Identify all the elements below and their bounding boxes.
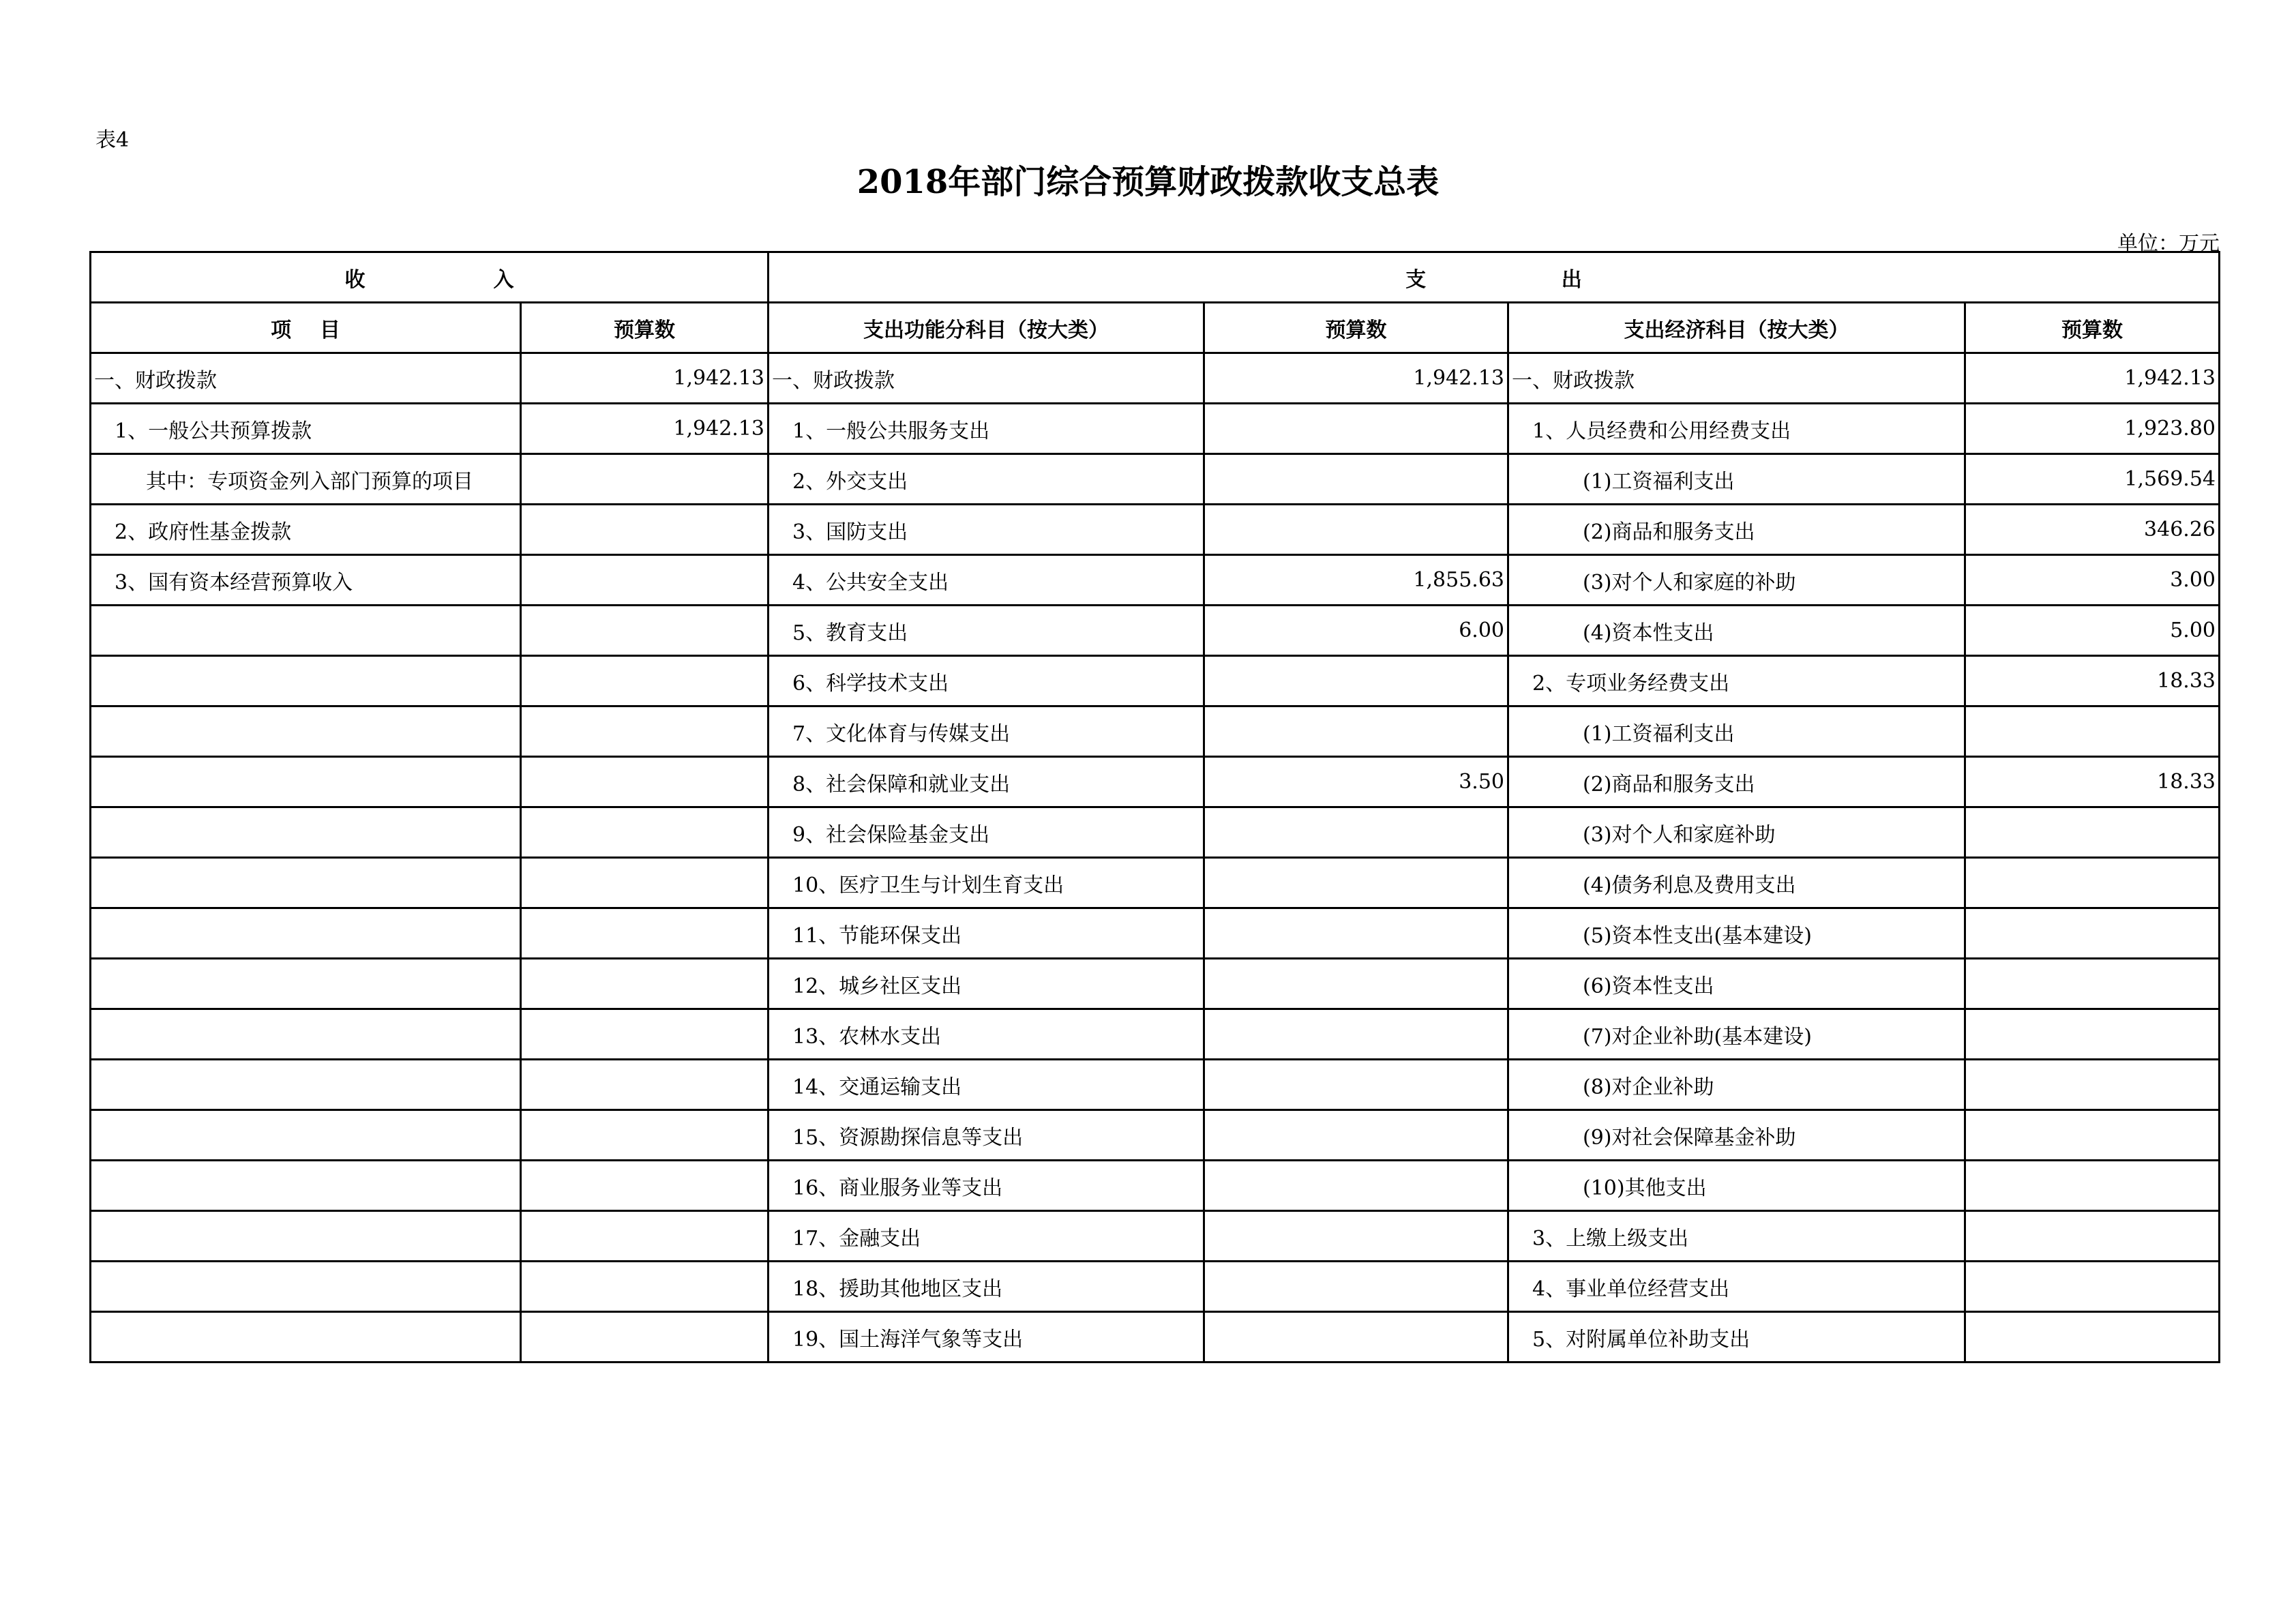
econ-amount-cell [1965, 959, 2220, 1009]
func-amount-cell [1204, 1312, 1508, 1363]
econ-amount-cell [1965, 1262, 2220, 1312]
income-item-cell [91, 858, 521, 908]
func-amount-cell: 1,942.13 [1204, 353, 1508, 404]
econ-amount-cell [1965, 1312, 2220, 1363]
income-item-cell [91, 1262, 521, 1312]
func-item-cell: 8、社会保障和就业支出 [769, 757, 1204, 807]
budget-table-body [91, 353, 2220, 1363]
expense-group-header: 支 出 [769, 252, 2220, 303]
income-item-cell [91, 908, 521, 959]
table-row [91, 1110, 2220, 1161]
econ-item-cell: (1)工资福利支出 [1508, 454, 1965, 505]
table-row [91, 706, 2220, 757]
income-item-cell: 2、政府性基金拨款 [91, 505, 521, 555]
econ-amount-cell: 346.26 [1965, 505, 2220, 555]
income-amount-cell [521, 1009, 769, 1060]
econ-amount-cell: 1,942.13 [1965, 353, 2220, 404]
income-amount-cell: 1,942.13 [521, 353, 769, 404]
func-item-cell: 6、科学技术支出 [769, 656, 1204, 706]
econ-item-cell: 3、上缴上级支出 [1508, 1211, 1965, 1262]
func-amount-cell [1204, 1161, 1508, 1211]
income-amount-cell [521, 505, 769, 555]
table-row [91, 404, 2220, 454]
table-row [91, 555, 2220, 606]
income-amount-cell [521, 1262, 769, 1312]
func-amount-cell [1204, 807, 1508, 858]
column-header-row [91, 303, 2220, 353]
income-item-cell [91, 1110, 521, 1161]
econ-item-cell: 1、人员经费和公用经费支出 [1508, 404, 1965, 454]
income-amount-cell [521, 555, 769, 606]
income-amount-cell [521, 1060, 769, 1110]
func-amount-cell [1204, 404, 1508, 454]
func-amount-cell [1204, 959, 1508, 1009]
func-amount-cell [1204, 1211, 1508, 1262]
func-item-cell: 10、医疗卫生与计划生育支出 [769, 858, 1204, 908]
econ-item-cell: 2、专项业务经费支出 [1508, 656, 1965, 706]
income-item-cell [91, 606, 521, 656]
econ-item-cell: (6)资本性支出 [1508, 959, 1965, 1009]
income-item-cell [91, 706, 521, 757]
func-item-cell: 7、文化体育与传媒支出 [769, 706, 1204, 757]
income-item-cell [91, 959, 521, 1009]
econ-amount-cell: 5.00 [1965, 606, 2220, 656]
econ-amount-cell: 18.33 [1965, 656, 2220, 706]
income-amount-cell [521, 706, 769, 757]
func-amount-cell: 1,855.63 [1204, 555, 1508, 606]
income-item-cell: 3、国有资本经营预算收入 [91, 555, 521, 606]
econ-item-cell: (9)对社会保障基金补助 [1508, 1110, 1965, 1161]
econ-amount-cell [1965, 807, 2220, 858]
func-amount-cell [1204, 505, 1508, 555]
func-amount-cell: 6.00 [1204, 606, 1508, 656]
econ-item-cell: (3)对个人和家庭的补助 [1508, 555, 1965, 606]
func-item-cell: 1、一般公共服务支出 [769, 404, 1204, 454]
income-amount-cell [521, 757, 769, 807]
func-amount-cell [1204, 706, 1508, 757]
econ-item-cell: (10)其他支出 [1508, 1161, 1965, 1211]
func-item-cell: 16、商业服务业等支出 [769, 1161, 1204, 1211]
income-item-cell [91, 1211, 521, 1262]
income-item-cell: 其中：专项资金列入部门预算的项目 [91, 454, 521, 505]
func-item-cell: 18、援助其他地区支出 [769, 1262, 1204, 1312]
econ-amount-cell [1965, 858, 2220, 908]
income-item-cell: 1、一般公共预算拨款 [91, 404, 521, 454]
func-item-cell: 15、资源勘探信息等支出 [769, 1110, 1204, 1161]
column-header-func-amount: 预算数 [1204, 303, 1508, 353]
income-item-cell: 一、财政拨款 [91, 353, 521, 404]
table-row [91, 1009, 2220, 1060]
func-item-cell: 17、金融支出 [769, 1211, 1204, 1262]
income-item-cell [91, 1060, 521, 1110]
group-header-row [91, 252, 2220, 303]
page-title: 2018年部门综合预算财政拨款收支总表 [856, 163, 1440, 201]
table-row [91, 505, 2220, 555]
func-amount-cell [1204, 858, 1508, 908]
func-item-cell: 9、社会保险基金支出 [769, 807, 1204, 858]
table-row [91, 1060, 2220, 1110]
budget-table [89, 251, 2220, 1363]
table-row [91, 757, 2220, 807]
income-amount-cell [521, 1161, 769, 1211]
income-item-cell [91, 757, 521, 807]
table-row [91, 1211, 2220, 1262]
econ-item-cell: (2)商品和服务支出 [1508, 505, 1965, 555]
func-item-cell: 11、节能环保支出 [769, 908, 1204, 959]
income-amount-cell: 1,942.13 [521, 404, 769, 454]
econ-amount-cell: 1,569.54 [1965, 454, 2220, 505]
table-row [91, 1262, 2220, 1312]
table-row [91, 353, 2220, 404]
func-item-cell: 2、外交支出 [769, 454, 1204, 505]
income-amount-cell [521, 606, 769, 656]
unit-label: 单位：万元 [2117, 232, 2220, 256]
func-item-cell: 4、公共安全支出 [769, 555, 1204, 606]
func-item-cell: 13、农林水支出 [769, 1009, 1204, 1060]
econ-amount-cell: 18.33 [1965, 757, 2220, 807]
func-item-cell: 一、财政拨款 [769, 353, 1204, 404]
table-row [91, 908, 2220, 959]
econ-item-cell: (7)对企业补助(基本建设) [1508, 1009, 1965, 1060]
income-item-cell [91, 1312, 521, 1363]
table-row [91, 959, 2220, 1009]
func-item-cell: 12、城乡社区支出 [769, 959, 1204, 1009]
econ-amount-cell: 1,923.80 [1965, 404, 2220, 454]
income-amount-cell [521, 908, 769, 959]
income-amount-cell [521, 656, 769, 706]
econ-item-cell: 一、财政拨款 [1508, 353, 1965, 404]
econ-amount-cell [1965, 1110, 2220, 1161]
func-item-cell: 14、交通运输支出 [769, 1060, 1204, 1110]
income-item-cell [91, 1009, 521, 1060]
income-amount-cell [521, 1312, 769, 1363]
func-item-cell: 19、国土海洋气象等支出 [769, 1312, 1204, 1363]
econ-amount-cell [1965, 1161, 2220, 1211]
econ-item-cell: 5、对附属单位补助支出 [1508, 1312, 1965, 1363]
table-row [91, 1312, 2220, 1363]
econ-item-cell: (8)对企业补助 [1508, 1060, 1965, 1110]
column-header-income-amount: 预算数 [521, 303, 769, 353]
func-amount-cell [1204, 1060, 1508, 1110]
table-number-label: 表4 [95, 128, 130, 152]
func-amount-cell [1204, 1009, 1508, 1060]
column-header-econ-amount: 预算数 [1965, 303, 2220, 353]
econ-amount-cell [1965, 706, 2220, 757]
econ-amount-cell [1965, 908, 2220, 959]
econ-item-cell: (3)对个人和家庭补助 [1508, 807, 1965, 858]
table-row [91, 1161, 2220, 1211]
column-header-econ-item: 支出经济科目（按大类） [1508, 303, 1965, 353]
econ-item-cell: (1)工资福利支出 [1508, 706, 1965, 757]
table-row [91, 807, 2220, 858]
econ-item-cell: (4)资本性支出 [1508, 606, 1965, 656]
table-row [91, 606, 2220, 656]
income-amount-cell [521, 807, 769, 858]
func-amount-cell [1204, 1262, 1508, 1312]
func-item-cell: 5、教育支出 [769, 606, 1204, 656]
func-amount-cell [1204, 908, 1508, 959]
income-item-cell [91, 1161, 521, 1211]
econ-amount-cell: 3.00 [1965, 555, 2220, 606]
income-amount-cell [521, 959, 769, 1009]
func-item-cell: 3、国防支出 [769, 505, 1204, 555]
income-amount-cell [521, 858, 769, 908]
income-item-cell [91, 807, 521, 858]
table-row [91, 858, 2220, 908]
func-amount-cell [1204, 454, 1508, 505]
econ-amount-cell [1965, 1009, 2220, 1060]
column-header-func-item: 支出功能分科目（按大类） [769, 303, 1204, 353]
econ-amount-cell [1965, 1060, 2220, 1110]
econ-item-cell: 4、事业单位经营支出 [1508, 1262, 1965, 1312]
econ-item-cell: (4)债务利息及费用支出 [1508, 858, 1965, 908]
econ-item-cell: (2)商品和服务支出 [1508, 757, 1965, 807]
income-group-header: 收 入 [91, 252, 769, 303]
table-row [91, 454, 2220, 505]
income-amount-cell [521, 454, 769, 505]
income-amount-cell [521, 1110, 769, 1161]
column-header-item: 项 目 [91, 303, 521, 353]
func-amount-cell [1204, 1110, 1508, 1161]
table-row [91, 656, 2220, 706]
income-amount-cell [521, 1211, 769, 1262]
func-amount-cell [1204, 656, 1508, 706]
econ-item-cell: (5)资本性支出(基本建设) [1508, 908, 1965, 959]
income-item-cell [91, 656, 521, 706]
func-amount-cell: 3.50 [1204, 757, 1508, 807]
econ-amount-cell [1965, 1211, 2220, 1262]
